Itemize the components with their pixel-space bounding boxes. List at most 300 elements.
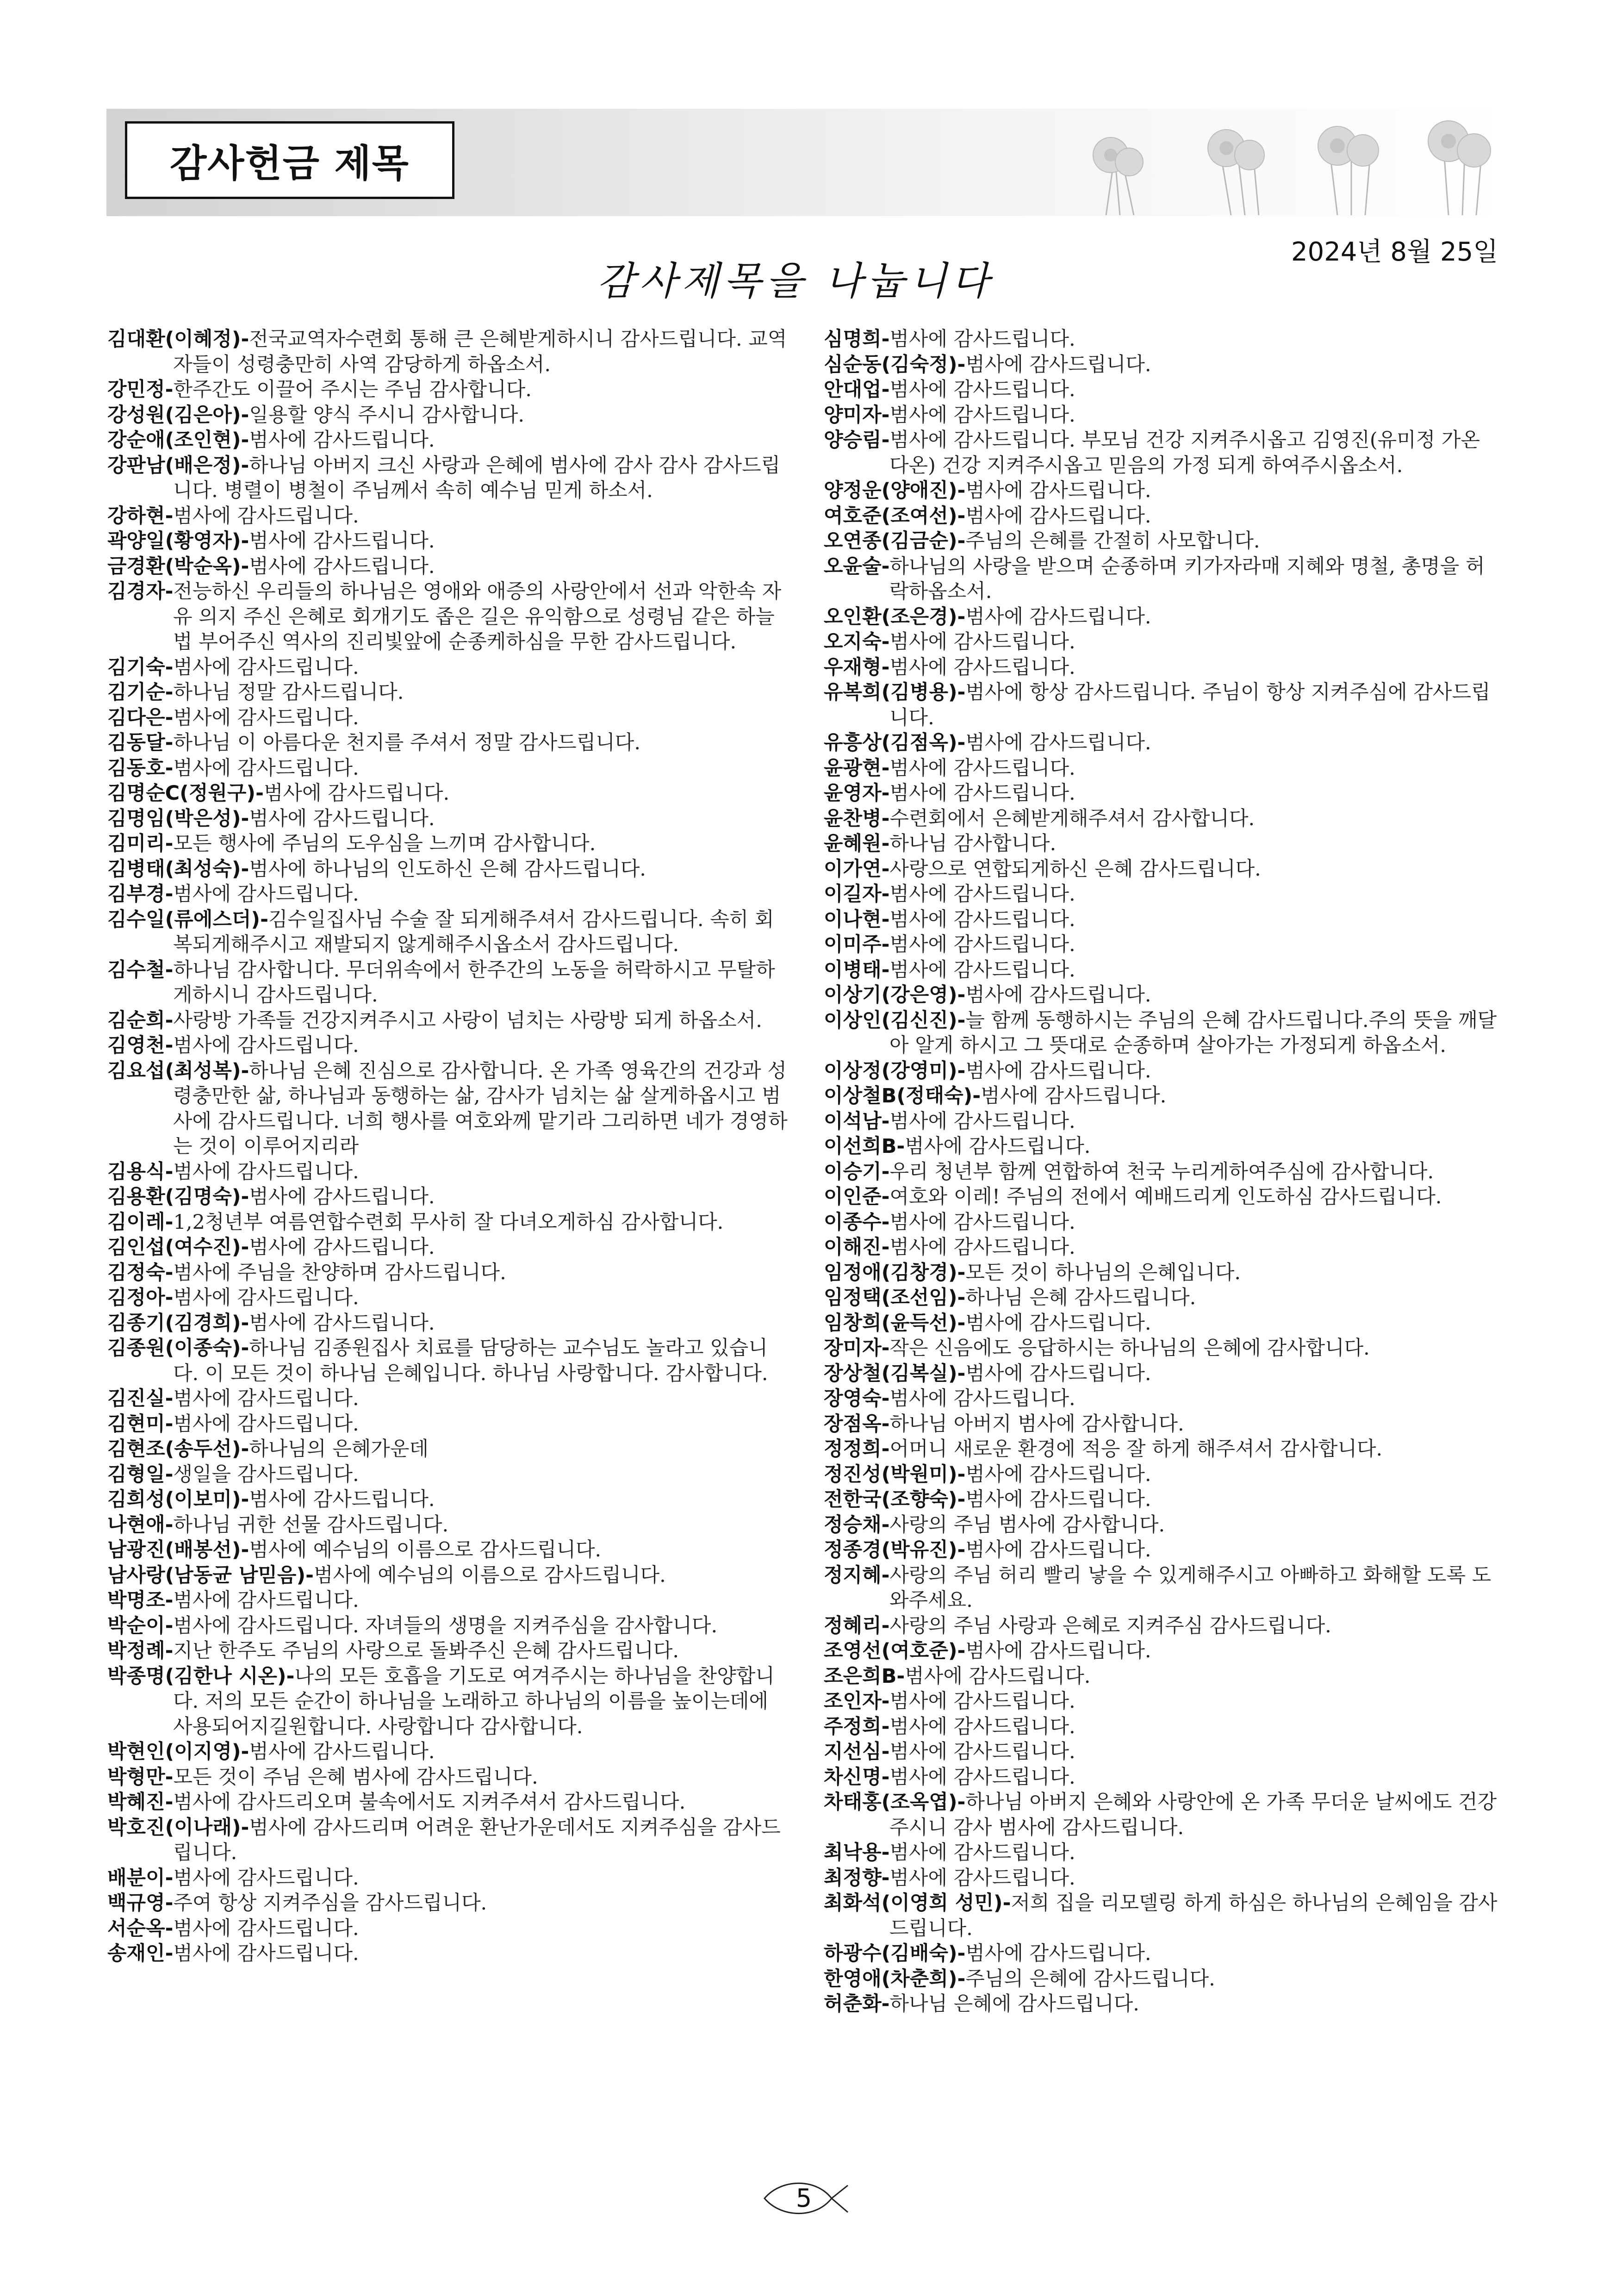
offering-entry — [107, 1563, 788, 1588]
donor-name: 김수일(류에스더)- — [107, 908, 268, 931]
donor-name: 강하현- — [107, 504, 174, 528]
offering-entry — [824, 1361, 1504, 1387]
thanks-text: 범사에 감사드립니다. — [965, 1462, 1151, 1486]
donor-name: 강성원(김은아)- — [107, 403, 249, 427]
thanks-text: 하나님 아버지 은혜와 사랑안에 온 가족 무더운 날씨에도 건강주시니 감사 범사에 감사드립니다. — [889, 1791, 1497, 1839]
donor-name: 이상정(강영미)- — [824, 1059, 966, 1083]
offering-entry — [107, 680, 788, 705]
thanks-text: 범사에 예수님의 이름으로 감사드립니다. — [249, 1538, 602, 1562]
donor-name: 심명희- — [824, 328, 890, 351]
offering-entry — [107, 1815, 788, 1866]
donor-name: 임정애(김창경)- — [824, 1261, 966, 1284]
offering-entry — [107, 1184, 788, 1210]
donor-name: 김기숙- — [107, 655, 174, 679]
offering-entry — [107, 1664, 788, 1740]
offering-entry — [107, 857, 788, 882]
thanks-text: 범사에 감사드립니다. — [981, 1084, 1167, 1108]
offering-entry — [824, 882, 1504, 907]
thanks-text: 범사에 감사드립니다. — [889, 1740, 1075, 1763]
donor-name: 심순동(김숙정)- — [824, 353, 966, 376]
offering-entry — [107, 730, 788, 756]
donor-name: 차신명- — [824, 1765, 890, 1789]
offering-entry — [107, 1285, 788, 1311]
donor-name: 정진성(박원미)- — [824, 1462, 966, 1486]
donor-name: 이승기- — [824, 1160, 890, 1183]
donor-name: 정승채- — [824, 1513, 890, 1537]
donor-name: 유흥상(김점옥)- — [824, 731, 966, 754]
thanks-text: 범사에 감사드립니다. — [249, 1740, 435, 1763]
thanks-text: 범사에 감사드립니다. — [889, 908, 1075, 931]
donor-name: 김대환(이혜정)- — [107, 328, 249, 351]
donor-name: 김영천- — [107, 1034, 174, 1057]
offering-entry — [824, 1866, 1504, 1891]
thanks-text: 저희 집을 리모델링 하게 하심은 하나님의 은혜임을 감사드립니다. — [889, 1892, 1498, 1940]
offering-entry — [824, 680, 1504, 730]
donor-name: 윤영자- — [824, 782, 890, 805]
thanks-text: 하나님 이 아름다운 천지를 주셔서 정말 감사드립니다. — [173, 731, 640, 754]
thanks-text: 범사에 감사드립니다. — [889, 1210, 1075, 1234]
thanks-text: 사랑방 가족들 건강지켜주시고 사랑이 넘치는 사랑방 되게 하옵소서. — [173, 1008, 762, 1032]
thanks-text: 범사에 감사드립니다. — [889, 655, 1075, 679]
offering-entry — [824, 352, 1504, 378]
offering-entry — [107, 1033, 788, 1058]
thanks-text: 일용할 양식 주시니 감사합니다. — [249, 403, 525, 427]
offering-entry — [824, 1891, 1504, 1941]
thanks-text: 범사에 감사드립니다. — [173, 706, 359, 729]
thanks-text: 하나님 은혜 진심으로 감사합니다. 온 가족 영육간의 건강과 성령충만한 삶, 하나님과 동행하는 삶, 감사가 넘치는 삶 살게하옵시고 범사에 감사드립니다. 너희 행사를 여호와께 맡기라 그리하면 네가 경영하는 것이 이루어지리라 — [173, 1059, 788, 1158]
thanks-text: 하나님 감사합니다. — [889, 832, 1057, 855]
offering-entry — [107, 377, 788, 403]
donor-name: 이길자- — [824, 883, 890, 906]
thanks-text: 하나님 은혜 감사드립니다. — [965, 1286, 1196, 1309]
offering-entry — [824, 478, 1504, 504]
donor-name: 김다은- — [107, 706, 174, 729]
offering-entry — [107, 907, 788, 958]
thanks-text: 범사에 감사드립니다. — [965, 504, 1151, 528]
donor-name: 김종원(이종숙)- — [107, 1337, 249, 1360]
offering-entry — [107, 1512, 788, 1538]
thanks-text: 범사에 감사드립니다. — [965, 1639, 1151, 1662]
thanks-text: 범사에 감사드립니다. 자녀들의 생명을 지켜주심을 감사합니다. — [173, 1614, 718, 1637]
offering-entry — [107, 756, 788, 781]
donor-name: 박호진(이나래)- — [107, 1816, 249, 1839]
thanks-text: 범사에 감사드립니다. — [249, 807, 435, 830]
thanks-text: 전국교역자수련회 통해 큰 은혜받게하시니 감사드립니다. 교역자들이 성령충만히 사역 감당하게 하옵소서. — [173, 328, 787, 376]
offering-entry — [824, 1714, 1504, 1740]
offering-entry — [824, 377, 1504, 403]
left-column — [107, 327, 788, 1966]
donor-name: 임창희(윤득선)- — [824, 1311, 966, 1335]
donor-name: 김부경- — [107, 883, 174, 906]
thanks-text: 범사에 감사드립니다. — [249, 554, 435, 578]
thanks-text: 범사에 감사드립니다. — [889, 1715, 1075, 1738]
thanks-text: 주님의 은혜를 간절히 사모합니다. — [965, 529, 1260, 553]
thanks-text: 사랑으로 연합되게하신 은혜 감사드립니다. — [889, 857, 1261, 881]
donor-name: 이가연- — [824, 857, 890, 881]
donor-name: 이선희B- — [824, 1135, 905, 1158]
thanks-text: 범사에 감사드립니다. — [889, 958, 1075, 982]
donor-name: 김인섭(여수진)- — [107, 1236, 249, 1259]
donor-name: 김용식- — [107, 1160, 174, 1183]
donor-name: 김용환(김명숙)- — [107, 1185, 249, 1208]
offering-entry — [107, 655, 788, 680]
thanks-text: 범사에 감사드립니다. — [249, 429, 435, 452]
donor-name: 지선심- — [824, 1740, 890, 1763]
donor-name: 이나현- — [824, 908, 890, 931]
thanks-text: 범사에 감사드립니다. — [905, 1135, 1091, 1158]
donor-name: 정종경(박유진)- — [824, 1538, 966, 1562]
donor-name: 남광진(배봉선)- — [107, 1538, 249, 1562]
thanks-text: 늘 함께 동행하시는 주님의 은혜 감사드립니다.주의 뜻을 깨달아 알게 하시고 그 뜻대로 순종하며 살아가는 가정되게 하옵소서. — [889, 1008, 1497, 1057]
offering-entry — [824, 403, 1504, 428]
donor-name: 배분이- — [107, 1866, 174, 1890]
donor-name: 이병태- — [824, 958, 890, 982]
donor-name: 전한국(조향숙)- — [824, 1488, 966, 1511]
donor-name: 조영선(여호준)- — [824, 1639, 966, 1662]
page-number: 5 — [796, 2184, 812, 2213]
thanks-text: 범사에 감사드립니다. — [889, 1109, 1075, 1133]
donor-name: 이해진- — [824, 1236, 890, 1259]
donor-name: 나현애- — [107, 1513, 174, 1537]
donor-name: 윤혜원- — [824, 832, 890, 855]
offering-entry — [824, 983, 1504, 1008]
offering-entry — [824, 1386, 1504, 1412]
thanks-text: 모든 것이 하나님의 은혜입니다. — [965, 1261, 1241, 1284]
section-subtitle: 감사제목을 나눕니다 — [597, 258, 994, 304]
offering-entry — [107, 504, 788, 529]
donor-name: 김현미- — [107, 1412, 174, 1436]
thanks-text: 하나님의 사랑을 받으며 순종하며 키가자라매 지혜와 명철, 총명을 허락하옵소서. — [889, 554, 1485, 603]
offering-entry — [824, 1058, 1504, 1084]
donor-name: 조은희B- — [824, 1664, 905, 1688]
offering-entry — [107, 705, 788, 731]
offering-entry — [824, 1512, 1504, 1538]
donor-name: 이인준- — [824, 1185, 890, 1208]
offering-entry — [107, 958, 788, 1008]
offering-entry — [107, 428, 788, 453]
offering-entry — [107, 453, 788, 504]
donor-name: 금경환(박순옥)- — [107, 554, 249, 578]
offering-entry — [107, 1613, 788, 1639]
offering-entry — [824, 730, 1504, 756]
offering-entry — [824, 428, 1504, 478]
thanks-text: 범사에 감사드립니다. — [173, 655, 359, 679]
offering-entry — [824, 1991, 1504, 2017]
thanks-text: 범사에 감사드립니다. — [965, 731, 1151, 754]
thanks-text: 범사에 감사드리오며 불속에서도 지켜주셔서 감사드립니다. — [173, 1791, 686, 1814]
offering-entry — [107, 1008, 788, 1033]
offering-entry — [107, 1941, 788, 1966]
thanks-text: 범사에 감사드립니다. — [965, 353, 1151, 376]
donor-name: 강순애(조인현)- — [107, 429, 249, 452]
offering-entry — [107, 1588, 788, 1613]
offering-entry — [107, 529, 788, 554]
page-title: 감사헌금 제목 — [125, 121, 454, 199]
donor-name: 여호준(조여선)- — [824, 504, 966, 528]
offering-entry — [107, 1487, 788, 1512]
offering-entry — [824, 1638, 1504, 1664]
thanks-text: 범사에 감사드립니다. — [889, 630, 1075, 653]
offering-entry — [107, 1058, 788, 1159]
donor-name: 정혜리- — [824, 1614, 890, 1637]
offering-entry — [824, 1563, 1504, 1613]
thanks-text: 범사에 감사드립니다. — [173, 504, 359, 528]
thanks-text: 범사에 감사드립니다. — [889, 756, 1075, 780]
donor-name: 남사랑(남동균 남믿음)- — [107, 1563, 314, 1587]
offering-entry — [824, 1083, 1504, 1109]
donor-name: 김수철- — [107, 958, 174, 982]
donor-name: 박종명(김한나 시온)- — [107, 1664, 295, 1688]
offering-entry — [824, 1008, 1504, 1058]
offering-entry — [107, 1462, 788, 1487]
date-label: 2024년 8월 25일 — [1291, 237, 1498, 267]
offering-entry — [107, 327, 788, 377]
thanks-text: 범사에 감사드립니다. — [249, 1236, 435, 1259]
offering-entry — [824, 1184, 1504, 1210]
thanks-text: 범사에 감사드립니다. — [965, 605, 1151, 628]
offering-entry — [824, 1664, 1504, 1689]
thanks-text: 하나님 아버지 범사에 감사합니다. — [889, 1412, 1184, 1436]
donor-name: 정지혜- — [824, 1563, 890, 1587]
thanks-text: 범사에 하나님의 인도하신 은혜 감사드립니다. — [249, 857, 646, 881]
donor-name: 김진실- — [107, 1387, 174, 1410]
offering-entry — [107, 403, 788, 428]
donor-name: 이상인(김신진)- — [824, 1008, 966, 1032]
offering-entry — [824, 655, 1504, 680]
thanks-text: 하나님 김종원집사 치료를 담당하는 교수님도 놀라고 있습니다. 이 모든 것이 하나님 은혜입니다. 하나님 사랑합니다. 감사합니다. — [173, 1337, 768, 1385]
offering-entry — [824, 1311, 1504, 1336]
donor-name: 박현인(이지영)- — [107, 1740, 249, 1763]
donor-name: 김요섭(최성복)- — [107, 1059, 249, 1083]
offering-entry — [824, 831, 1504, 857]
donor-name: 양정운(양애진)- — [824, 479, 966, 502]
offering-entry — [107, 1235, 788, 1260]
thanks-text: 범사에 감사드립니다. — [249, 1185, 435, 1208]
offering-entry — [107, 1210, 788, 1235]
donor-name: 박형만- — [107, 1765, 174, 1789]
offering-entry — [824, 1941, 1504, 1966]
thanks-text: 범사에 감사드립니다. — [249, 1488, 435, 1511]
donor-name: 정정희- — [824, 1437, 890, 1461]
offering-entry — [107, 1537, 788, 1563]
offering-entry — [107, 781, 788, 806]
offering-entry — [824, 1437, 1504, 1462]
thanks-text: 범사에 감사드리며 어려운 환난가운데서도 지켜주심을 감사드립니다. — [173, 1816, 781, 1864]
donor-name: 오연종(김금순)- — [824, 529, 966, 553]
thanks-text: 범사에 감사드립니다. — [173, 883, 359, 906]
donor-name: 강판남(배은정)- — [107, 454, 249, 477]
donor-name: 김동달- — [107, 731, 174, 754]
thanks-text: 사랑의 주님 사랑과 은혜로 지켜주심 감사드립니다. — [889, 1614, 1331, 1637]
donor-name: 강민정- — [107, 378, 174, 401]
offering-entry — [107, 1311, 788, 1336]
thanks-text: 하나님 은혜에 감사드립니다. — [889, 1992, 1139, 2016]
thanks-text: 범사에 감사드립니다. — [173, 1412, 359, 1436]
thanks-text: 김수일집사님 수술 잘 되게해주셔서 감사드립니다. 속히 회복되게해주시고 재발되지 않게해주시옵소서 감사드립니다. — [173, 908, 774, 956]
thanks-text: 범사에 예수님의 이름으로 감사드립니다. — [313, 1563, 666, 1587]
offering-entry — [824, 1537, 1504, 1563]
thanks-text: 우리 청년부 함께 연합하여 천국 누리게하여주심에 감사합니다. — [889, 1160, 1434, 1183]
donor-name: 박정례- — [107, 1639, 174, 1662]
donor-name: 박순이- — [107, 1614, 174, 1637]
thanks-text: 어머니 새로운 환경에 적응 잘 하게 해주셔서 감사합니다. — [889, 1437, 1383, 1461]
thanks-text: 범사에 감사드립니다. — [173, 1916, 359, 1940]
offering-entry — [824, 327, 1504, 352]
thanks-text: 범사에 감사드립니다. — [965, 1362, 1151, 1385]
offering-entry — [824, 504, 1504, 529]
thanks-text: 범사에 감사드립니다. — [173, 1286, 359, 1309]
offering-entry — [107, 831, 788, 857]
offering-entry — [107, 806, 788, 832]
offering-entry — [107, 1790, 788, 1815]
donor-name: 백규영- — [107, 1892, 174, 1915]
offering-entry — [824, 907, 1504, 933]
thanks-text: 범사에 감사드립니다. — [889, 1387, 1075, 1410]
thanks-text: 범사에 감사드립니다. — [249, 529, 435, 553]
donor-name: 최화석(이영희 성민)- — [824, 1892, 1011, 1915]
donor-name: 윤찬병- — [824, 807, 890, 830]
thanks-text: 범사에 항상 감사드립니다. 주님이 항상 지켜주심에 감사드립니다. — [889, 681, 1491, 729]
donor-name: 김동호- — [107, 756, 174, 780]
thanks-text: 범사에 감사드립니다. — [889, 782, 1075, 805]
donor-name: 양승림- — [824, 429, 890, 452]
thanks-text: 범사에 감사드립니다. — [905, 1664, 1091, 1688]
offering-entry — [824, 1336, 1504, 1361]
thanks-text: 범사에 감사드립니다. — [889, 378, 1075, 401]
thanks-text: 생일을 감사드립니다. — [173, 1462, 359, 1486]
donor-name: 이석남- — [824, 1109, 890, 1133]
donor-name: 임정택(조선임)- — [824, 1286, 966, 1309]
thanks-text: 범사에 감사드립니다. — [889, 403, 1075, 427]
donor-name: 유복희(김병용)- — [824, 681, 966, 704]
thanks-text: 작은 신음에도 응답하시는 하나님의 은혜에 감사합니다. — [889, 1337, 1370, 1360]
donor-name: 이상철B(정태숙)- — [824, 1084, 981, 1108]
thanks-text: 범사에 감사드립니다. — [889, 1690, 1075, 1713]
donor-name: 김병태(최성숙)- — [107, 857, 249, 881]
donor-name: 송재인- — [107, 1942, 174, 1965]
offering-entry — [107, 1891, 788, 1916]
donor-name: 조인자- — [824, 1690, 890, 1713]
donor-name: 김형일- — [107, 1462, 174, 1486]
offering-entry — [824, 604, 1504, 630]
thanks-text: 범사에 감사드립니다. — [965, 983, 1151, 1007]
donor-name: 윤광현- — [824, 756, 890, 780]
donor-name: 장점옥- — [824, 1412, 890, 1436]
offering-entry — [824, 958, 1504, 983]
donor-name: 이종수- — [824, 1210, 890, 1234]
offering-entry — [107, 1765, 788, 1790]
thanks-text: 범사에 감사드립니다. — [889, 883, 1075, 906]
offering-entry — [824, 629, 1504, 655]
thanks-text: 전능하신 우리들의 하나님은 영애와 애증의 사랑안에서 선과 악한속 자유 의지 주신 은혜로 회개기도 좁은 길은 유익함으로 성령님 같은 하늘법 부어주신 역사의 진리빛앞에 순종케하심을 무한 감사드립니다. — [173, 580, 782, 653]
donor-name: 곽양일(황영자)- — [107, 529, 249, 553]
donor-name: 최정향- — [824, 1866, 890, 1890]
thanks-text: 모든 것이 주님 은혜 범사에 감사드립니다. — [173, 1765, 538, 1789]
thanks-text: 범사에 감사드립니다. — [965, 1942, 1151, 1965]
offering-entry — [107, 1412, 788, 1437]
donor-name: 양미자- — [824, 403, 890, 427]
donor-name: 이미주- — [824, 933, 890, 956]
donor-name: 서순옥- — [107, 1916, 174, 1940]
thanks-text: 사랑의 주님 범사에 감사합니다. — [889, 1513, 1165, 1537]
offering-entry — [824, 1210, 1504, 1235]
donor-name: 오지숙- — [824, 630, 890, 653]
offering-entry — [824, 857, 1504, 882]
offering-entry — [824, 1487, 1504, 1512]
donor-name: 허춘화- — [824, 1992, 890, 2016]
donor-name: 하광수(김배숙)- — [824, 1942, 966, 1965]
thanks-text: 1,2청년부 여름연합수련회 무사히 잘 다녀오게하심 감사합니다. — [173, 1210, 724, 1234]
thanks-text: 범사에 주님을 찬양하며 감사드립니다. — [173, 1261, 506, 1284]
donor-name: 박명조- — [107, 1589, 174, 1612]
thanks-text: 나의 모든 호흡을 기도로 여겨주시는 하나님을 찬양합니다. 저의 모든 순간이 하나님을 노래하고 하나님의 이름을 높이는데에 사용되어지길원합니다. 사랑합니다 감사합니다. — [173, 1664, 775, 1738]
offering-entry — [824, 1260, 1504, 1286]
thanks-text: 주님의 은혜에 감사드립니다. — [965, 1967, 1215, 1991]
offering-entry — [824, 1412, 1504, 1437]
offering-entry — [824, 1765, 1504, 1790]
thanks-text: 하나님 귀한 선물 감사드립니다. — [173, 1513, 449, 1537]
donor-name: 우재형- — [824, 655, 890, 679]
thanks-text: 범사에 감사드립니다. — [173, 1034, 359, 1057]
thanks-text: 사랑의 주님 허리 빨리 낳을 수 있게해주시고 아빠하고 화해할 도록 도와주세요. — [889, 1563, 1492, 1612]
donor-name: 한영애(차춘희)- — [824, 1967, 966, 1991]
offering-entry — [824, 1134, 1504, 1159]
offering-entry — [107, 1739, 788, 1765]
thanks-text: 범사에 감사드립니다. — [173, 1866, 359, 1890]
thanks-text: 지난 한주도 주님의 사랑으로 돌봐주신 은혜 감사드립니다. — [173, 1639, 679, 1662]
donor-name: 차태홍(조옥엽)- — [824, 1791, 966, 1814]
donor-name: 장상철(김복실)- — [824, 1362, 966, 1385]
offering-entry — [824, 1840, 1504, 1866]
donor-name: 주정희- — [824, 1715, 890, 1738]
offering-entry — [824, 529, 1504, 554]
donor-name: 김경자- — [107, 580, 174, 603]
donor-name: 김순희- — [107, 1008, 174, 1032]
thanks-text: 범사에 감사드립니다. — [889, 1866, 1075, 1890]
offering-entry — [824, 554, 1504, 604]
thanks-text: 주여 항상 지켜주심을 감사드립니다. — [173, 1892, 487, 1915]
thanks-text: 범사에 감사드립니다. — [173, 1160, 359, 1183]
thanks-text: 하나님의 은혜가운데 — [249, 1437, 429, 1461]
donor-name: 김기순- — [107, 681, 174, 704]
thanks-text: 모든 행사에 주님의 도우심을 느끼며 감사합니다. — [173, 832, 596, 855]
thanks-text: 한주간도 이끌어 주시는 주님 감사합니다. — [173, 378, 532, 401]
flower-decoration-image — [1078, 111, 1499, 215]
donor-name: 장영숙- — [824, 1387, 890, 1410]
offering-entry — [824, 1966, 1504, 1992]
offering-entry — [824, 932, 1504, 958]
offering-entry — [107, 1336, 788, 1386]
donor-name: 박혜진- — [107, 1791, 174, 1814]
offering-entry — [824, 1159, 1504, 1185]
thanks-text: 범사에 감사드립니다. — [889, 1236, 1075, 1259]
thanks-text: 범사에 감사드립니다. — [173, 1942, 359, 1965]
thanks-text: 범사에 감사드립니다. — [965, 1538, 1151, 1562]
donor-name: 김정숙- — [107, 1261, 174, 1284]
thanks-text: 범사에 감사드립니다. — [173, 756, 359, 780]
offering-entry — [824, 756, 1504, 781]
thanks-text: 하나님 감사합니다. 무더위속에서 한주간의 노동을 허락하시고 무탈하게하시니 감사드립니다. — [173, 958, 775, 1007]
offering-entry — [107, 1386, 788, 1412]
offering-entry — [107, 1260, 788, 1286]
thanks-text: 범사에 감사드립니다. — [249, 1311, 435, 1335]
offering-entry — [107, 1916, 788, 1941]
offering-entry — [107, 1437, 788, 1462]
thanks-text: 범사에 감사드립니다. — [173, 1589, 359, 1612]
offering-entry — [824, 781, 1504, 806]
donor-name: 최낙용- — [824, 1841, 890, 1864]
offering-entry — [107, 554, 788, 579]
